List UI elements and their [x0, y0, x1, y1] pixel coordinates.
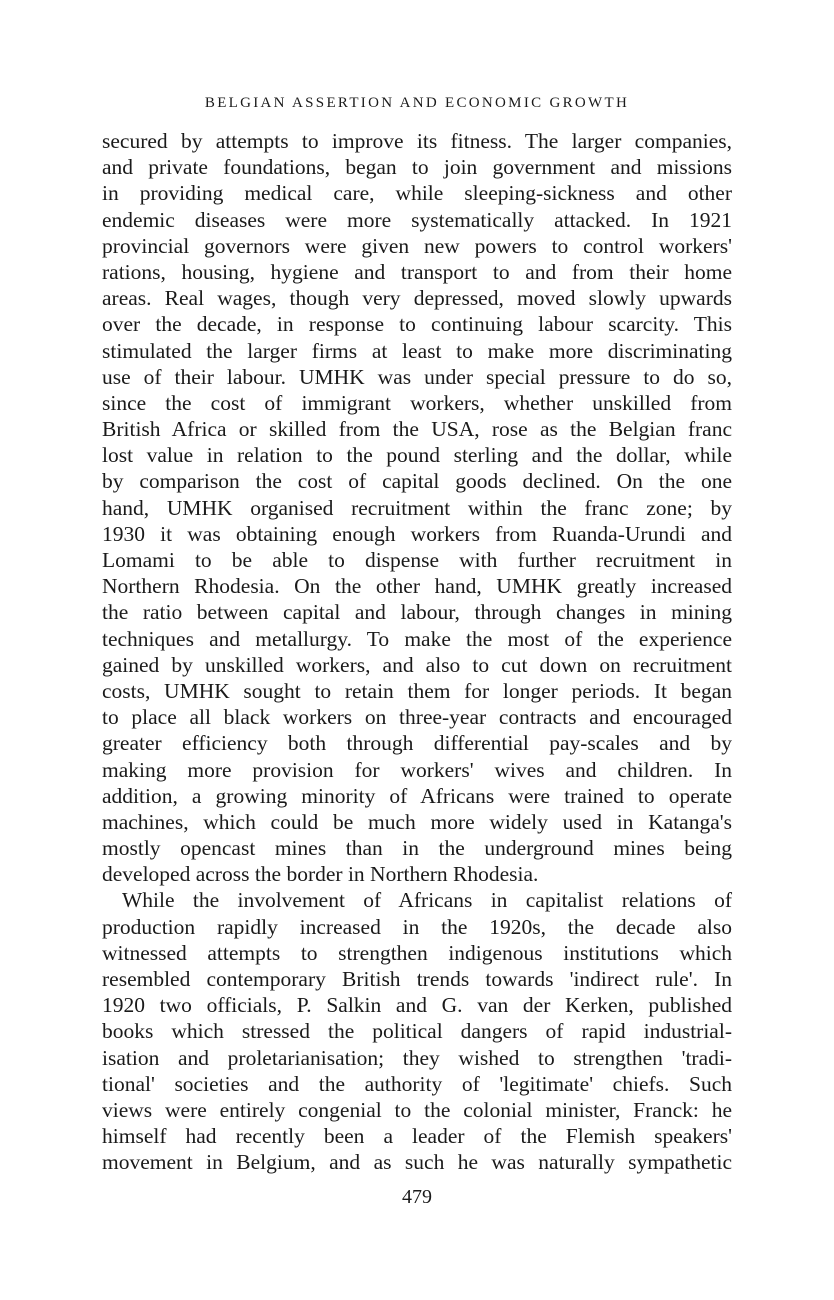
text-line: books which stressed the political dangers of rapid industrial- [102, 1019, 732, 1044]
text-line: provincial governors were given new powers to control workers' [102, 233, 732, 258]
text-line: hand, UMHK organised recruitment within the franc zone; by [102, 495, 732, 520]
text-line: views were entirely congenial to the colonial minister, Franck: he [102, 1097, 732, 1122]
text-line: addition, a growing minority of Africans were trained to operate [102, 783, 732, 808]
text-line: over the decade, in response to continuing labour scarcity. This [102, 312, 732, 337]
text-line: use of their labour. UMHK was under special pressure to do so, [102, 364, 732, 389]
text-line: Northern Rhodesia. On the other hand, UMHK greatly increased [102, 574, 732, 599]
body-text [102, 128, 732, 1176]
text-line: rations, housing, hygiene and transport to and from their home [102, 259, 732, 284]
text-line: isation and proletarianisation; they wished to strengthen 'tradi- [102, 1045, 732, 1070]
text-line: resembled contemporary British trends towards 'indirect rule'. In [102, 967, 732, 991]
text-line: witnessed attempts to strengthen indigenous institutions which [102, 940, 732, 965]
text-line: techniques and metallurgy. To make the most of the experience [102, 626, 732, 651]
paragraph-first-line: While the involvement of Africans in capitalist relations of [122, 888, 732, 913]
text-line: Lomami to be able to dispense with further recruitment in [102, 548, 732, 572]
text-line: British Africa or skilled from the USA, rose as the Belgian franc [102, 417, 732, 442]
text-line: endemic diseases were more systematically attacked. In 1921 [102, 207, 732, 232]
text-line: 1930 it was obtaining enough workers from Ruanda-Urundi and [102, 521, 732, 546]
text-line: in providing medical care, while sleeping-sickness and other [102, 181, 732, 206]
text-line: mostly opencast mines than in the underground mines being [102, 836, 732, 861]
text-line: lost value in relation to the pound sterling and the dollar, while [102, 443, 732, 468]
text-line: stimulated the larger firms at least to make more discriminating [102, 338, 732, 363]
text-line: developed across the border in Northern Rhodesia. [102, 862, 539, 887]
text-line: greater efficiency both through differential pay-scales and by [102, 731, 732, 756]
text-line: areas. Real wages, though very depressed, moved slowly upwards [102, 286, 732, 311]
text-line: tional' societies and the authority of 'legitimate' chiefs. Such [102, 1071, 732, 1096]
text-line: since the cost of immigrant workers, whether unskilled from [102, 390, 732, 415]
text-line: the ratio between capital and labour, through changes in mining [102, 600, 732, 625]
text-line: gained by unskilled workers, and also to cut down on recruitment [102, 652, 732, 677]
text-line: production rapidly increased in the 1920s, the decade also [102, 914, 732, 939]
text-line: to place all black workers on three-year contracts and encouraged [102, 705, 732, 730]
text-line: himself had recently been a leader of the Flemish speakers' [102, 1124, 732, 1149]
text-line: movement in Belgium, and as such he was naturally sympathetic [102, 1150, 732, 1175]
text-line: and private foundations, began to join government and missions [102, 155, 732, 180]
text-line: costs, UMHK sought to retain them for longer periods. It began [102, 678, 732, 703]
text-line: by comparison the cost of capital goods declined. On the one [102, 469, 732, 494]
page-number: 479 [402, 1186, 432, 1208]
running-head: BELGIAN ASSERTION AND ECONOMIC GROWTH [204, 95, 630, 111]
text-line: machines, which could be much more widely used in Katanga's [102, 809, 732, 834]
text-line: making more provision for workers' wives and children. In [102, 757, 732, 782]
text-line: 1920 two officials, P. Salkin and G. van der Kerken, published [102, 993, 732, 1018]
text-line: secured by attempts to improve its fitness. The larger companies, [102, 129, 732, 153]
